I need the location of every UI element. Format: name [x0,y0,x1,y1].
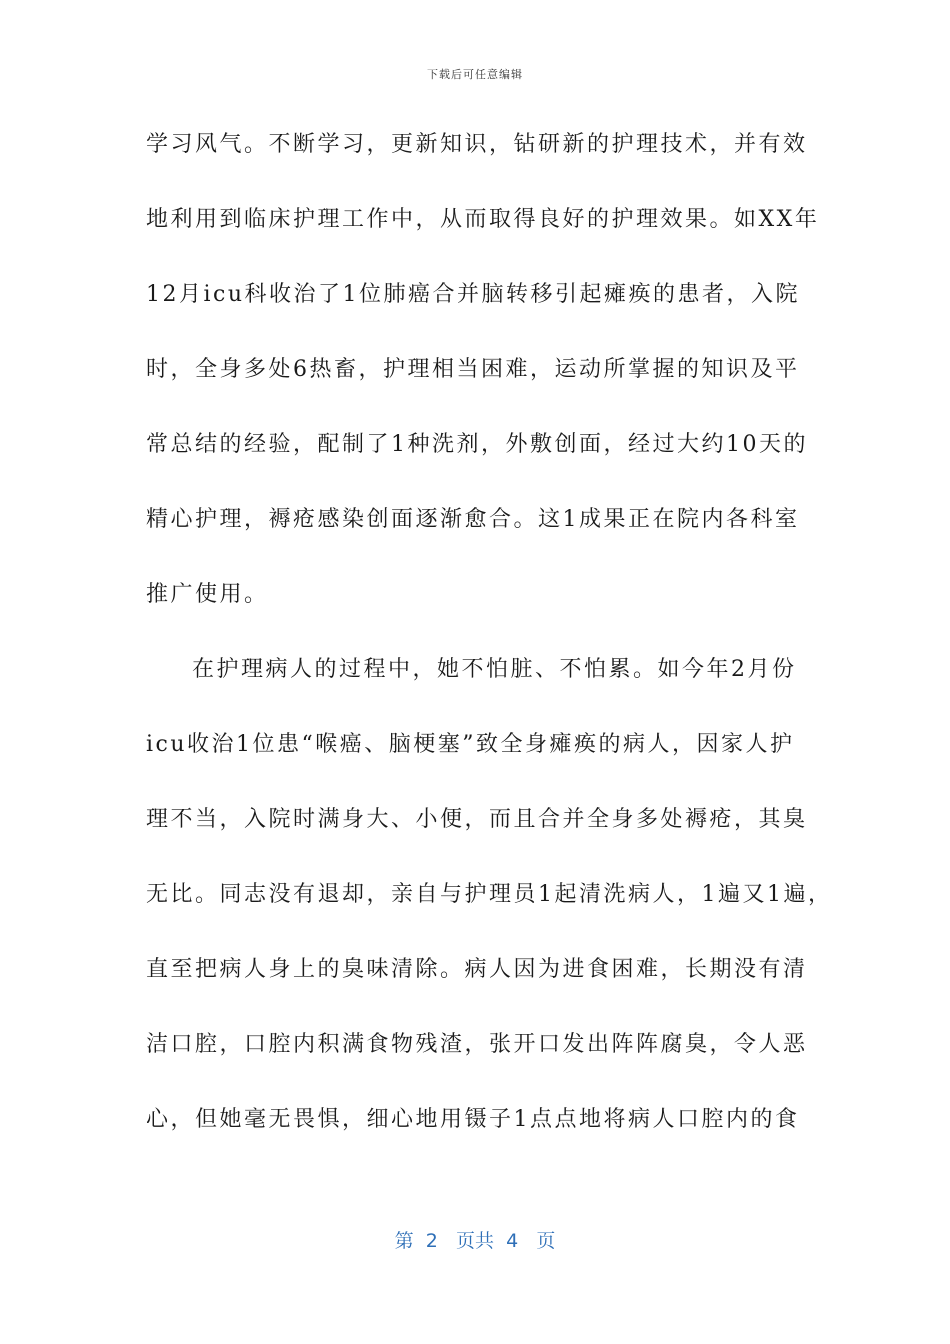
text-line: 洁口腔，口腔内积满食物残渣，张开口发出阵阵腐臭，令人恶 [146,1032,808,1057]
total-page-number: 4 [506,1230,519,1252]
text-line: 时，全身多处6热畜，护理相当困难，运动所掌握的知识及平 [146,357,800,382]
text-line: 无比。同志没有退却，亲自与护理员1起清洗病人，1遍又1遍， [146,882,833,907]
text-line: 12月icu科收治了1位肺癌合并脑转移引起瘫痪的患者，入院 [146,282,801,307]
text-line: 心，但她毫无畏惧，细心地用镊子1点点地将病人口腔内的食 [146,1107,800,1132]
paragraph-first-line: 在护理病人的过程中，她不怕脏、不怕累。如今年2月份 [192,657,797,682]
footer-prefix: 第 [394,1230,414,1252]
text-line: 学习风气。不断学习，更新知识，钻研新的护理技术，并有效 [146,132,808,157]
text-line: icu收治1位患“喉癌、脑梗塞”致全身瘫痪的病人，因家人护 [146,732,795,757]
footer-middle: 页共 [455,1230,494,1252]
page-footer [0,1226,950,1253]
footer-suffix: 页 [536,1230,556,1252]
text-line: 理不当，入院时满身大、小便，而且合并全身多处褥疮，其臭 [146,807,808,832]
text-line: 地利用到临床护理工作中，从而取得良好的护理效果。如XX年 [146,207,820,232]
header-note: 下载后可任意编辑 [427,68,523,81]
current-page-number: 2 [425,1230,438,1252]
text-line: 精心护理，褥疮感染创面逐渐愈合。这1成果正在院内各科室 [146,507,800,532]
text-line: 推广使用。 [146,582,269,607]
text-line: 常总结的经验，配制了1种洗剂，外敷创面，经过大约10天的 [146,432,808,457]
text-line: 直至把病人身上的臭味清除。病人因为进食困难，长期没有清 [146,957,808,982]
